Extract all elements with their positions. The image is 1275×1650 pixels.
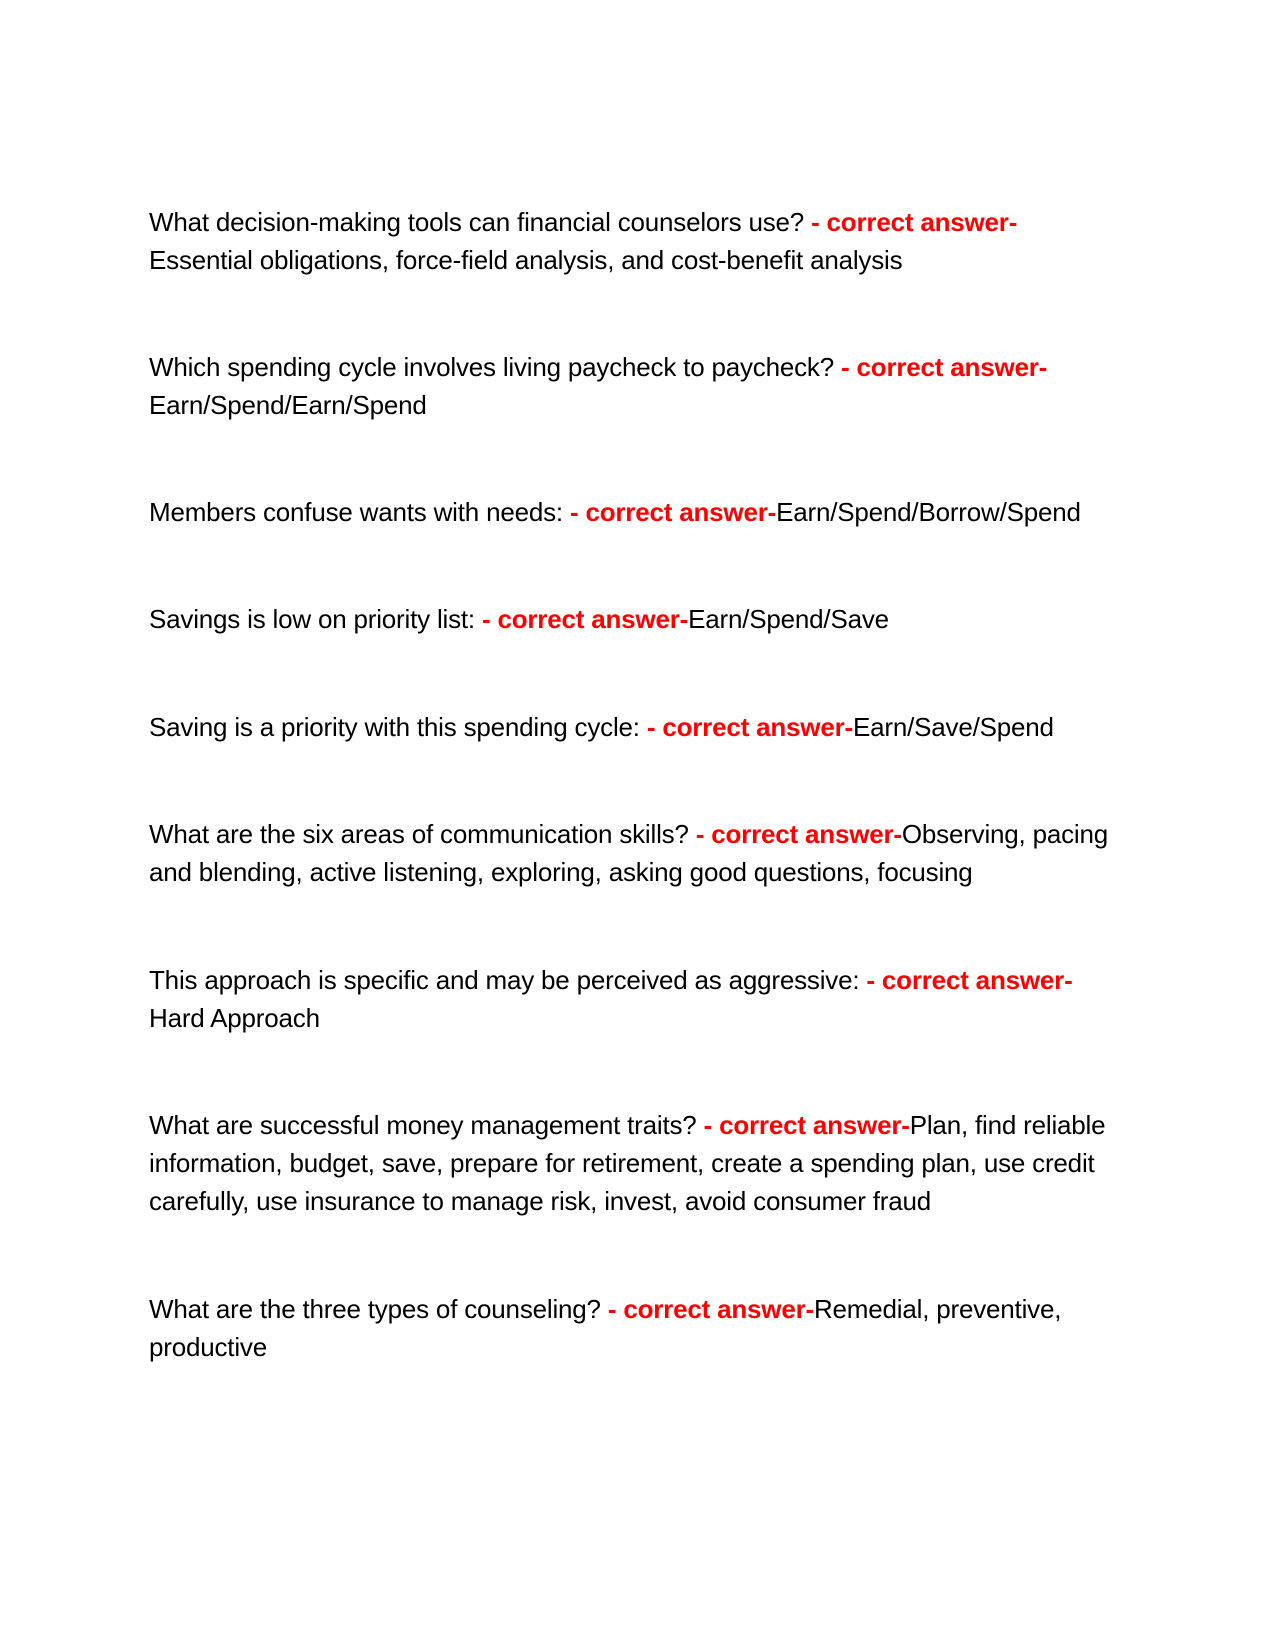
- qa-item: [149, 203, 1139, 279]
- question-text: What are the six areas of communication skills?: [149, 819, 696, 849]
- answer-text: Plan, find reliable information, budget, save, prepare for retirement, create a spending plan, use credit carefully, use insurance to manage risk, invest, avoid consumer fraud: [149, 1110, 1106, 1216]
- question-text: Members confuse wants with needs:: [149, 497, 570, 527]
- question-text: Saving is a priority with this spending cycle:: [149, 712, 647, 742]
- correct-answer-marker: - correct answer-: [695, 819, 902, 849]
- qa-item: [149, 815, 1139, 891]
- answer-text: Essential obligations, force-field analysis, and cost-benefit analysis: [149, 245, 903, 275]
- answer-text: Earn/Save/Spend: [852, 712, 1054, 742]
- correct-answer-marker: - correct answer-: [607, 1294, 814, 1324]
- correct-answer-marker: - correct answer-: [841, 352, 1048, 382]
- answer-text: Hard Approach: [149, 1003, 320, 1033]
- answer-text: Earn/Spend/Borrow/Spend: [776, 497, 1081, 527]
- correct-answer-marker: - correct answer-: [481, 604, 689, 634]
- question-text: This approach is specific and may be perceived as aggressive:: [149, 965, 867, 995]
- qa-item: [149, 493, 1139, 531]
- qa-item: [149, 1290, 1139, 1366]
- correct-answer-marker: - correct answer-: [703, 1110, 910, 1140]
- qa-item: [149, 1106, 1139, 1220]
- qa-item: [149, 600, 1139, 638]
- answer-text: Observing, pacing and blending, active listening, exploring, asking good questions, focusing: [149, 819, 1109, 887]
- question-text: Which spending cycle involves living paycheck to paycheck?: [149, 352, 842, 382]
- qa-item: [149, 961, 1139, 1037]
- correct-answer-marker: - correct answer-: [866, 965, 1073, 995]
- question-text: Savings is low on priority list:: [149, 604, 482, 634]
- question-text: What are the three types of counseling?: [149, 1294, 608, 1324]
- correct-answer-marker: - correct answer-: [569, 497, 777, 527]
- qa-item: [149, 708, 1139, 746]
- correct-answer-marker: - correct answer-: [811, 207, 1018, 237]
- correct-answer-marker: - correct answer-: [646, 712, 853, 742]
- answer-text: Earn/Spend/Earn/Spend: [149, 390, 427, 420]
- answer-text: Remedial, preventive, productive: [149, 1294, 1062, 1362]
- question-text: What are successful money management traits?: [149, 1110, 704, 1140]
- question-text: What decision-making tools can financial counselors use?: [149, 207, 812, 237]
- qa-item: [149, 348, 1139, 424]
- answer-text: Earn/Spend/Save: [688, 604, 889, 634]
